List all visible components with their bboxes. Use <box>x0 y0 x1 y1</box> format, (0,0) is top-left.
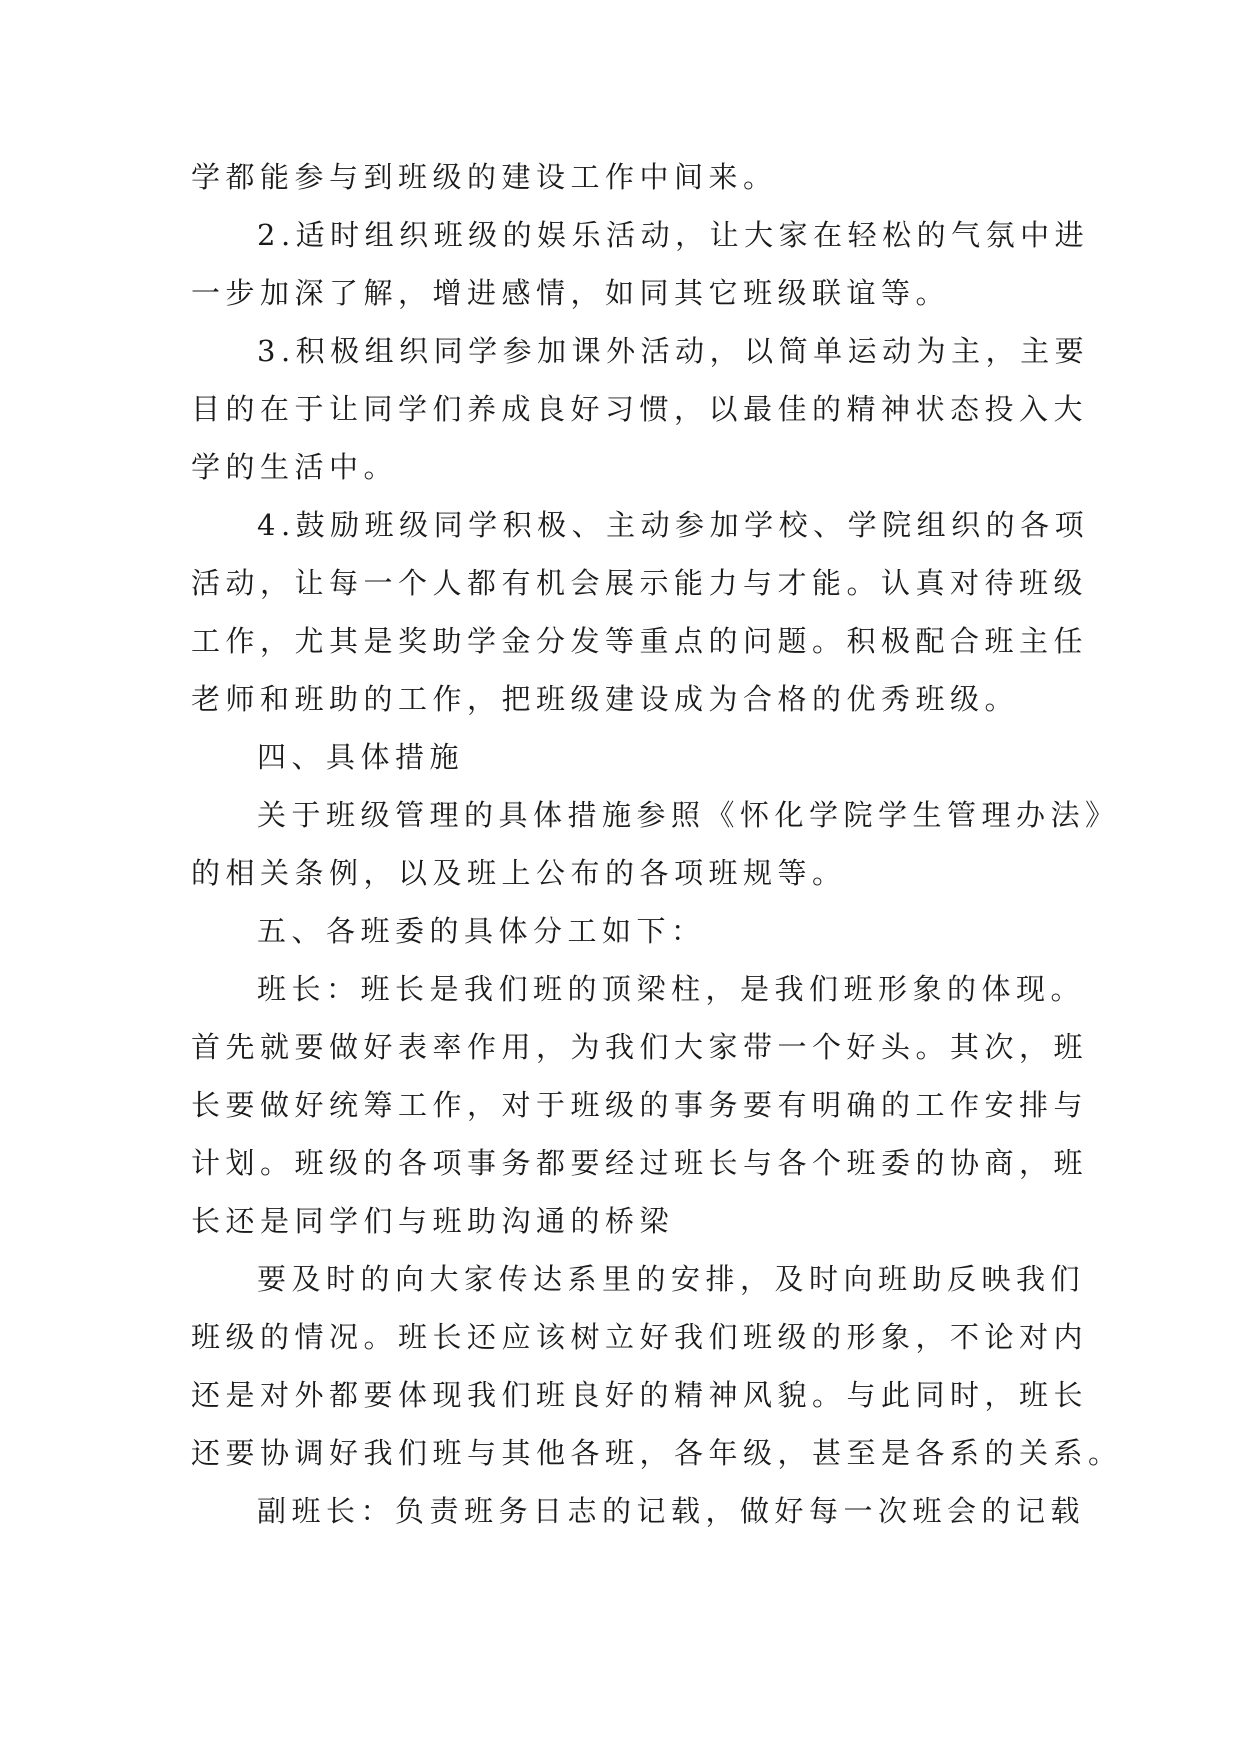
text-line: 关于班级管理的具体措施参照《怀化学院学生管理办法》 <box>257 798 1120 832</box>
text-line: 老师和班助的工作，把班级建设成为合格的优秀班级。 <box>191 682 1020 716</box>
text-line: 3.积极组织同学参加课外活动，以简单运动为主，主要 <box>257 334 1090 368</box>
text-line: 长要做好统筹工作，对于班级的事务要有明确的工作安排与 <box>191 1088 1089 1122</box>
text-line: 还要协调好我们班与其他各班，各年级，甚至是各系的关系。 <box>191 1436 1123 1470</box>
text-line: 4.鼓励班级同学积极、主动参加学校、学院组织的各项 <box>257 508 1090 542</box>
text-line: 副班长：负责班务日志的记载，做好每一次班会的记载 <box>257 1494 1086 1528</box>
text-line: 学的生活中。 <box>191 450 399 484</box>
text-line: 长还是同学们与班助沟通的桥梁 <box>191 1204 675 1238</box>
text-line: 2.适时组织班级的娱乐活动，让大家在轻松的气氛中进 <box>257 218 1090 252</box>
text-line: 要及时的向大家传达系里的安排，及时向班助反映我们 <box>257 1262 1086 1296</box>
text-line: 计划。班级的各项事务都要经过班长与各个班委的协商，班 <box>191 1146 1089 1180</box>
text-line: 工作，尤其是奖助学金分发等重点的问题。积极配合班主任 <box>191 624 1089 658</box>
document-body <box>191 148 1123 1540</box>
text-line: 班级的情况。班长还应该树立好我们班级的形象，不论对内 <box>191 1320 1089 1354</box>
text-line: 目的在于让同学们养成良好习惯，以最佳的精神状态投入大 <box>191 392 1089 426</box>
text-line: 班长：班长是我们班的顶梁柱，是我们班形象的体现。 <box>257 972 1086 1006</box>
section-heading: 五、各班委的具体分工如下： <box>257 914 706 948</box>
text-line: 的相关条例，以及班上公布的各项班规等。 <box>191 856 847 890</box>
text-line: 一步加深了解，增进感情，如同其它班级联谊等。 <box>191 276 951 310</box>
section-heading: 四、具体措施 <box>257 740 465 774</box>
text-line: 首先就要做好表率作用，为我们大家带一个好头。其次，班 <box>191 1030 1089 1064</box>
text-line: 活动，让每一个人都有机会展示能力与才能。认真对待班级 <box>191 566 1089 600</box>
text-line: 学都能参与到班级的建设工作中间来。 <box>191 160 778 194</box>
text-line: 还是对外都要体现我们班良好的精神风貌。与此同时，班长 <box>191 1378 1089 1412</box>
